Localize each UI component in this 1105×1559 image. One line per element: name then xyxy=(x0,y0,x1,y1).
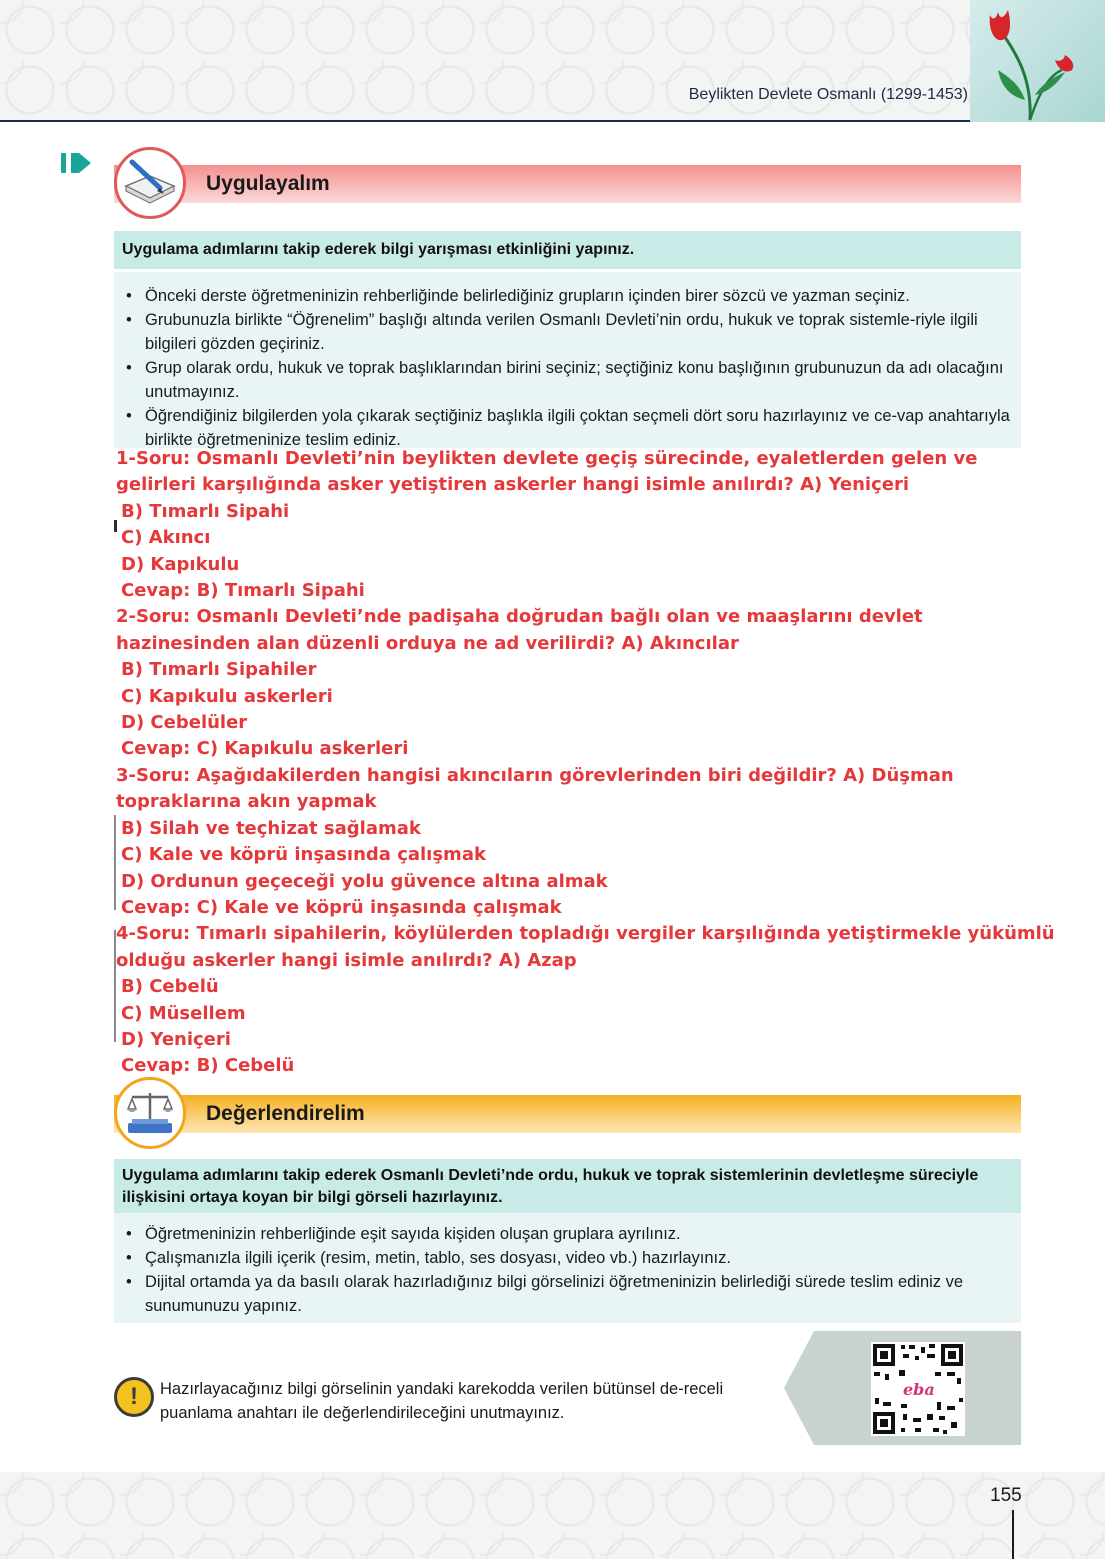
question-list xyxy=(116,446,1056,1080)
exclamation-icon: ! xyxy=(114,1377,154,1417)
qr-code[interactable] xyxy=(871,1342,965,1436)
degerlendirelim-header xyxy=(114,1095,1021,1133)
uygulayalim-step: • Grup olarak ordu, hukuk ve toprak başlıklarından birini seçiniz; seçtiğiniz konu başlığının grubunuzun da adı olacağını unutmayınız. xyxy=(120,356,1015,404)
header-title: Beylikten Devlete Osmanlı (1299-1453) xyxy=(688,86,968,103)
question-answer: Cevap: C) Kale ve köprü inşasında çalışmak xyxy=(121,896,562,918)
question-option: C) Kapıkulu askerleri xyxy=(121,685,333,707)
question-answer: Cevap: B) Tımarlı Sipahi xyxy=(121,580,365,602)
question-option: C) Kale ve köprü inşasında çalışmak xyxy=(121,844,486,866)
question-answer: Cevap: C) Kapıkulu askerleri xyxy=(121,738,409,760)
question-option: D) Ordunun geçeceği yolu güvence altına almak xyxy=(121,870,608,892)
question-text: 4-Soru: Tımarlı sipahilerin, köylülerden topladığı vergiler karşılığında yetiştirmekle yükümlü olduğu askerler hangi isimle anılırdı? A) Azap xyxy=(116,923,1055,971)
uygulayalim-step: • Grubunuzla birlikte “Öğrenelim” başlığı altında verilen Osmanlı Devleti’nin ordu, hukuk ve toprak sistemle-riyle ilgili bilgileri gözden geçiriniz. xyxy=(120,308,1015,356)
degerlendirelim-step: • Öğretmeninizin rehberliğinde eşit sayıda kişiden oluşan gruplara ayrılınız. xyxy=(120,1222,1015,1246)
question-text: 1-Soru: Osmanlı Devleti’nin beylikten devlete geçiş sürecinde, eyaletlerden gelen ve gelirleri karşılığında asker yetiştiren askerler hangi isimle anılırdı? A) Yeniçeri xyxy=(116,448,978,496)
footer-pattern xyxy=(0,1472,1105,1559)
question-option: D) Yeniçeri xyxy=(121,1028,231,1050)
degerlendirelim-icon-frame xyxy=(114,1077,186,1149)
question-option: B) Silah ve teçhizat sağlamak xyxy=(121,817,421,839)
page-number-rule xyxy=(1012,1510,1014,1559)
question-block xyxy=(116,446,1056,604)
uygulayalim-instruction: Uygulama adımlarını takip ederek bilgi yarışması etkinliğini yapınız. xyxy=(114,231,1021,269)
note-text: Hazırlayacağınız bilgi görselinin yandaki karekodda verilen bütünsel de-receli puanlama anahtarı ile değerlendirileceğini unutmayınız. xyxy=(160,1380,724,1422)
uygulayalim-step: • Önceki derste öğretmeninizin rehberliğinde belirlediğiniz grupların içinden birer sözcü ve yazman seçiniz. xyxy=(120,284,1015,308)
question-block xyxy=(116,921,1056,1079)
question-option: B) Tımarlı Sipahiler xyxy=(121,659,317,681)
question-text: 2-Soru: Osmanlı Devleti’nde padişaha doğrudan bağlı olan ve maaşlarını devlet hazinesinden alan düzenli orduya ne ad verilirdi? A) Akıncılar xyxy=(116,606,923,654)
question-option: D) Cebelüler xyxy=(121,712,248,734)
question-option: B) Cebelü xyxy=(121,976,219,998)
question-option: B) Tımarlı Sipahi xyxy=(121,500,290,522)
eba-logo: eba xyxy=(903,1380,935,1399)
question-option: C) Akıncı xyxy=(121,527,211,549)
uygulayalim-title: Uygulayalım xyxy=(206,172,330,195)
scale-icon xyxy=(122,1087,178,1139)
page-number: 155 xyxy=(990,1485,1022,1506)
degerlendirelim-step: • Çalışmanızla ilgili içerik (resim, metin, tablo, ses dosyası, video vb.) hazırlayınız. xyxy=(120,1246,1015,1270)
degerlendirelim-steps xyxy=(114,1213,1021,1323)
question-option: D) Kapıkulu xyxy=(121,553,240,575)
question-text: 3-Soru: Aşağıdakilerden hangisi akıncıların görevlerinden biri değildir? A) Düşman topraklarına akın yapmak xyxy=(116,764,954,813)
uygulayalim-step: • Öğrendiğiniz bilgilerden yola çıkarak seçtiğiniz başlıkla ilgili çoktan seçmeli dört soru hazırlayınız ve ce-vap anahtarıyla birlikte öğretmeninize teslim ediniz. xyxy=(120,404,1015,452)
tulip-decoration xyxy=(970,0,1105,122)
section-marker-icon xyxy=(61,152,93,174)
question-block xyxy=(116,604,1056,762)
degerlendirelim-title: Değerlendirelim xyxy=(206,1102,365,1125)
notebook-pencil-icon xyxy=(122,158,178,208)
question-option: C) Müsellem xyxy=(121,1002,246,1024)
uygulayalim-steps xyxy=(114,272,1021,448)
header-divider xyxy=(0,120,970,122)
question-answer: Cevap: B) Cebelü xyxy=(121,1055,295,1077)
degerlendirelim-instruction: Uygulama adımlarını takip ederek Osmanlı Devleti’nde ordu, hukuk ve toprak sistemlerinin devletleşme süreciyle ilişkisini ortaya koyan bir bilgi görseli hazırlayınız. xyxy=(114,1159,1021,1215)
uygulayalim-header xyxy=(114,165,1021,203)
uygulayalim-icon-frame xyxy=(114,147,186,219)
tulip-icon xyxy=(970,0,1105,122)
question-block xyxy=(116,763,1056,921)
degerlendirelim-step: • Dijital ortamda ya da basılı olarak hazırladığınız bilgi görselinizi öğretmeninizin belirlediği sürede teslim ediniz ve sunumunuzu yapınız. xyxy=(120,1270,1015,1318)
